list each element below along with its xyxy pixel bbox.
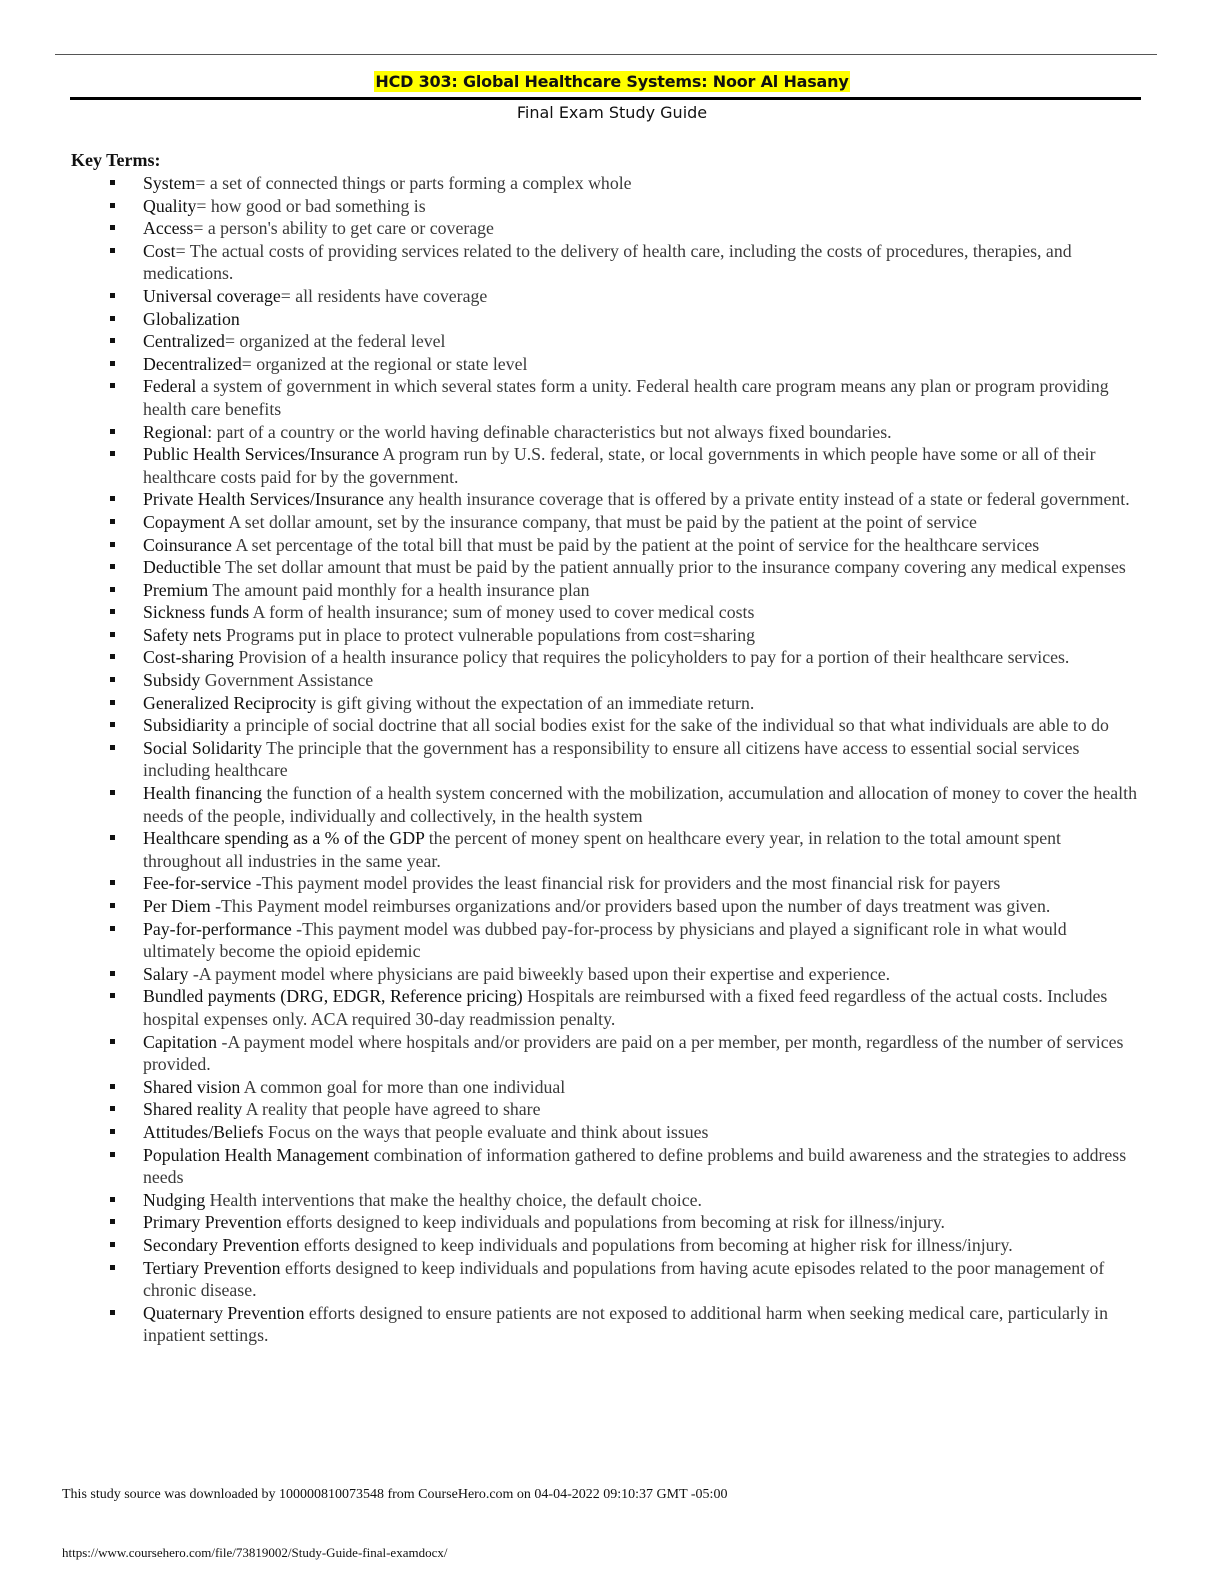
list-item bbox=[110, 737, 1140, 782]
list-item bbox=[110, 511, 1140, 534]
term-name: Cost-sharing bbox=[143, 647, 234, 668]
square-bullet-icon bbox=[110, 1197, 115, 1202]
square-bullet-icon bbox=[110, 654, 115, 659]
term-name: Deductible bbox=[143, 557, 222, 578]
term-name: Globalization bbox=[143, 308, 240, 329]
square-bullet-icon bbox=[110, 587, 115, 592]
term-name: Centralized bbox=[143, 331, 225, 352]
square-bullet-icon bbox=[110, 700, 115, 705]
term-definition: efforts designed to keep individuals and populations from having acute episodes related to the poor management of chronic disease. bbox=[143, 1257, 1105, 1301]
term-name: Safety nets bbox=[143, 624, 222, 645]
list-item bbox=[110, 985, 1140, 1030]
term-name: Nudging bbox=[143, 1189, 206, 1210]
term-name: Subsidy bbox=[143, 670, 201, 691]
source-url: https://www.coursehero.com/file/73819002/Study-Guide-final-examdocx/ bbox=[62, 1545, 448, 1560]
square-bullet-icon bbox=[110, 903, 115, 908]
list-item bbox=[110, 646, 1140, 669]
term-definition: Provision of a health insurance policy that requires the policyholders to pay for a portion of their healthcare services. bbox=[233, 647, 1070, 668]
list-item bbox=[110, 217, 1140, 240]
list-item bbox=[110, 714, 1140, 737]
term-name: Bundled payments (DRG, EDGR, Reference pricing) bbox=[143, 986, 523, 1007]
document-subtitle: Final Exam Study Guide bbox=[516, 103, 708, 122]
term-name: Quaternary Prevention bbox=[143, 1302, 305, 1323]
key-terms-heading: Key Terms: bbox=[71, 150, 161, 170]
term-definition: A form of health insurance; sum of money used to cover medical costs bbox=[249, 602, 755, 623]
term-definition: = a set of connected things or parts forming a complex whole bbox=[195, 173, 632, 193]
list-item bbox=[110, 963, 1140, 986]
term-name: Shared reality bbox=[143, 1099, 243, 1120]
square-bullet-icon bbox=[110, 1106, 115, 1111]
term-name: Quality bbox=[143, 195, 197, 216]
square-bullet-icon bbox=[110, 745, 115, 750]
term-name: Public Health Services/Insurance bbox=[143, 444, 380, 465]
list-item bbox=[110, 330, 1140, 353]
term-definition: a system of government in which several states form a unity. Federal health care program means any plan or program providing health care benefits bbox=[143, 376, 1109, 419]
term-definition: A reality that people have agreed to share bbox=[242, 1099, 541, 1120]
term-definition: combination of information gathered to define problems and build awareness and the strategies to address needs bbox=[143, 1144, 1127, 1188]
square-bullet-icon bbox=[110, 1242, 115, 1247]
term-definition: -This payment model was dubbed pay-for-process by physicians and played a significant role in what would ultimately become the opioid epidemic bbox=[143, 918, 1067, 962]
list-item bbox=[110, 1189, 1140, 1212]
term-name: Primary Prevention bbox=[143, 1212, 282, 1233]
term-name: Shared vision bbox=[143, 1076, 241, 1097]
term-definition: Health interventions that make the healthy choice, the default choice. bbox=[205, 1189, 702, 1210]
term-definition: is gift giving without the expectation of an immediate return. bbox=[316, 692, 755, 713]
square-bullet-icon bbox=[110, 496, 115, 501]
term-name: Decentralized bbox=[143, 353, 242, 374]
term-definition: = organized at the regional or state level bbox=[241, 353, 528, 374]
list-item bbox=[110, 827, 1140, 872]
square-bullet-icon bbox=[110, 835, 115, 840]
list-item bbox=[110, 669, 1140, 692]
term-name: Population Health Management bbox=[143, 1144, 370, 1165]
term-definition: any health insurance coverage that is offered by a private entity instead of a state or federal government. bbox=[383, 489, 1130, 510]
list-item bbox=[110, 692, 1140, 715]
term-name: Attitudes/Beliefs bbox=[143, 1121, 264, 1142]
list-item bbox=[110, 375, 1140, 420]
term-definition: = all residents have coverage bbox=[280, 285, 488, 306]
square-bullet-icon bbox=[110, 1084, 115, 1089]
list-item bbox=[110, 488, 1140, 511]
term-name: Per Diem bbox=[143, 896, 211, 916]
term-definition: = a person's ability to get care or coverage bbox=[193, 218, 494, 239]
square-bullet-icon bbox=[110, 1310, 115, 1315]
term-name: System bbox=[143, 173, 196, 193]
term-name: Regional bbox=[143, 421, 208, 442]
title-container bbox=[0, 72, 1224, 92]
term-name: Federal bbox=[143, 376, 197, 397]
list-item bbox=[110, 1098, 1140, 1121]
title-underline bbox=[70, 97, 1141, 100]
term-name: Salary bbox=[143, 963, 189, 984]
square-bullet-icon bbox=[110, 926, 115, 931]
term-name: Premium bbox=[143, 579, 209, 600]
term-definition: Government Assistance bbox=[200, 670, 374, 691]
square-bullet-icon bbox=[110, 180, 115, 185]
term-definition: a principle of social doctrine that all social bodies exist for the sake of the individual so that what individuals are able to do bbox=[228, 715, 1109, 736]
term-name: Sickness funds bbox=[143, 602, 250, 623]
term-name: Generalized Reciprocity bbox=[143, 692, 317, 713]
list-item bbox=[110, 172, 1140, 195]
term-definition: -A payment model where hospitals and/or providers are paid on a per member, per month, regardless of the number of services provided. bbox=[143, 1031, 1124, 1075]
list-item bbox=[110, 601, 1140, 624]
list-item bbox=[110, 1257, 1140, 1302]
term-definition: efforts designed to keep individuals and populations from becoming at higher risk for illness/injury. bbox=[299, 1234, 1013, 1255]
square-bullet-icon bbox=[110, 383, 115, 388]
term-name: Copayment bbox=[143, 511, 225, 532]
term-definition: the percent of money spent on healthcare every year, in relation to the total amount spent throughout all industries in the same year. bbox=[143, 828, 1061, 871]
list-item bbox=[110, 443, 1140, 488]
term-definition: Hospitals are reimbursed with a fixed feed regardless of the actual costs. Includes hospital expenses only. ACA required 30-day readmission penalty. bbox=[143, 986, 1108, 1029]
term-definition: The amount paid monthly for a health insurance plan bbox=[208, 579, 590, 600]
term-name: Tertiary Prevention bbox=[143, 1257, 281, 1278]
square-bullet-icon bbox=[110, 248, 115, 253]
document-title: HCD 303: Global Healthcare Systems: Noor Al Hasany bbox=[375, 72, 849, 91]
square-bullet-icon bbox=[110, 519, 115, 524]
term-definition: : part of a country or the world having definable characteristics but not always fixed boundaries. bbox=[207, 421, 892, 442]
list-item bbox=[110, 285, 1140, 308]
term-definition: A set dollar amount, set by the insurance company, that must be paid by the patient at the point of service bbox=[224, 511, 977, 532]
term-definition: Focus on the ways that people evaluate and think about issues bbox=[263, 1121, 709, 1142]
term-name: Private Health Services/Insurance bbox=[143, 489, 384, 510]
top-divider bbox=[55, 54, 1157, 55]
square-bullet-icon bbox=[110, 632, 115, 637]
square-bullet-icon bbox=[110, 1219, 115, 1224]
square-bullet-icon bbox=[110, 542, 115, 547]
list-item bbox=[110, 895, 1140, 918]
key-terms-list bbox=[110, 172, 1140, 1347]
square-bullet-icon bbox=[110, 971, 115, 976]
square-bullet-icon bbox=[110, 225, 115, 230]
term-definition: The principle that the government has a responsibility to ensure all citizens have access to essential social services including healthcare bbox=[143, 737, 1080, 781]
list-item bbox=[110, 1031, 1140, 1076]
term-name: Coinsurance bbox=[143, 534, 232, 555]
list-item bbox=[110, 579, 1140, 602]
term-definition: A set percentage of the total bill that must be paid by the patient at the point of service for the healthcare services bbox=[231, 534, 1040, 555]
square-bullet-icon bbox=[110, 293, 115, 298]
square-bullet-icon bbox=[110, 722, 115, 727]
square-bullet-icon bbox=[110, 677, 115, 682]
list-item bbox=[110, 195, 1140, 218]
term-definition: The set dollar amount that must be paid by the patient annually prior to the insurance company covering any medical expenses bbox=[221, 557, 1126, 578]
list-item bbox=[110, 240, 1140, 285]
term-definition: -This Payment model reimburses organizations and/or providers based upon the number of days treatment was given. bbox=[210, 896, 1051, 916]
square-bullet-icon bbox=[110, 609, 115, 614]
term-definition: -This payment model provides the least financial risk for providers and the most financial risk for payers bbox=[251, 873, 1001, 894]
term-name: Access bbox=[143, 218, 194, 239]
term-definition: efforts designed to ensure patients are not exposed to additional harm when seeking medical care, particularly in inpatient settings. bbox=[143, 1302, 1108, 1346]
term-name: Subsidiarity bbox=[143, 715, 229, 736]
term-definition: the function of a health system concerned with the mobilization, accumulation and allocation of money to cover the health needs of the people, individually and collectively, in the health system bbox=[143, 783, 1137, 826]
term-name: Fee-for-service bbox=[143, 873, 252, 894]
square-bullet-icon bbox=[110, 993, 115, 998]
term-definition: A common goal for more than one individual bbox=[240, 1076, 566, 1097]
term-name: Health financing bbox=[143, 783, 262, 804]
square-bullet-icon bbox=[110, 429, 115, 434]
term-name: Cost bbox=[143, 240, 176, 261]
term-name: Social Solidarity bbox=[143, 737, 263, 758]
list-item bbox=[110, 556, 1140, 579]
list-item bbox=[110, 1121, 1140, 1144]
term-definition: -A payment model where physicians are paid biweekly based upon their expertise and experience. bbox=[188, 963, 891, 984]
list-item bbox=[110, 353, 1140, 376]
square-bullet-icon bbox=[110, 1152, 115, 1157]
list-item bbox=[110, 1144, 1140, 1189]
square-bullet-icon bbox=[110, 338, 115, 343]
square-bullet-icon bbox=[110, 880, 115, 885]
term-definition: = how good or bad something is bbox=[196, 195, 426, 216]
square-bullet-icon bbox=[110, 316, 115, 321]
list-item bbox=[110, 308, 1140, 331]
download-notice: This study source was downloaded by 100000810073548 from CourseHero.com on 04-04-2022 09:10:37 GMT -05:00 bbox=[62, 1487, 728, 1502]
term-name: Pay-for-performance bbox=[143, 918, 292, 939]
list-item bbox=[110, 1076, 1140, 1099]
term-definition: efforts designed to keep individuals and populations from becoming at risk for illness/injury. bbox=[281, 1212, 946, 1233]
list-item bbox=[110, 1211, 1140, 1234]
list-item bbox=[110, 1234, 1140, 1257]
term-definition: Programs put in place to protect vulnerable populations from cost=sharing bbox=[221, 624, 755, 645]
square-bullet-icon bbox=[110, 1265, 115, 1270]
list-item bbox=[110, 1302, 1140, 1347]
term-definition: = The actual costs of providing services related to the delivery of health care, including the costs of procedures, therapies, and medications. bbox=[143, 240, 1072, 284]
list-item bbox=[110, 872, 1140, 895]
term-name: Secondary Prevention bbox=[143, 1234, 300, 1255]
term-definition: A program run by U.S. federal, state, or local governments in which people have some or all of their healthcare costs paid for by the government. bbox=[143, 444, 1096, 487]
list-item bbox=[110, 421, 1140, 444]
list-item bbox=[110, 782, 1140, 827]
square-bullet-icon bbox=[110, 361, 115, 366]
term-name: Capitation bbox=[143, 1031, 218, 1052]
term-definition: = organized at the federal level bbox=[224, 331, 446, 352]
square-bullet-icon bbox=[110, 564, 115, 569]
square-bullet-icon bbox=[110, 203, 115, 208]
square-bullet-icon bbox=[110, 790, 115, 795]
list-item bbox=[110, 624, 1140, 647]
term-name: Healthcare spending as a % of the GDP bbox=[143, 828, 425, 849]
term-name: Universal coverage bbox=[143, 285, 281, 306]
list-item bbox=[110, 918, 1140, 963]
square-bullet-icon bbox=[110, 451, 115, 456]
list-item bbox=[110, 534, 1140, 557]
square-bullet-icon bbox=[110, 1039, 115, 1044]
square-bullet-icon bbox=[110, 1129, 115, 1134]
